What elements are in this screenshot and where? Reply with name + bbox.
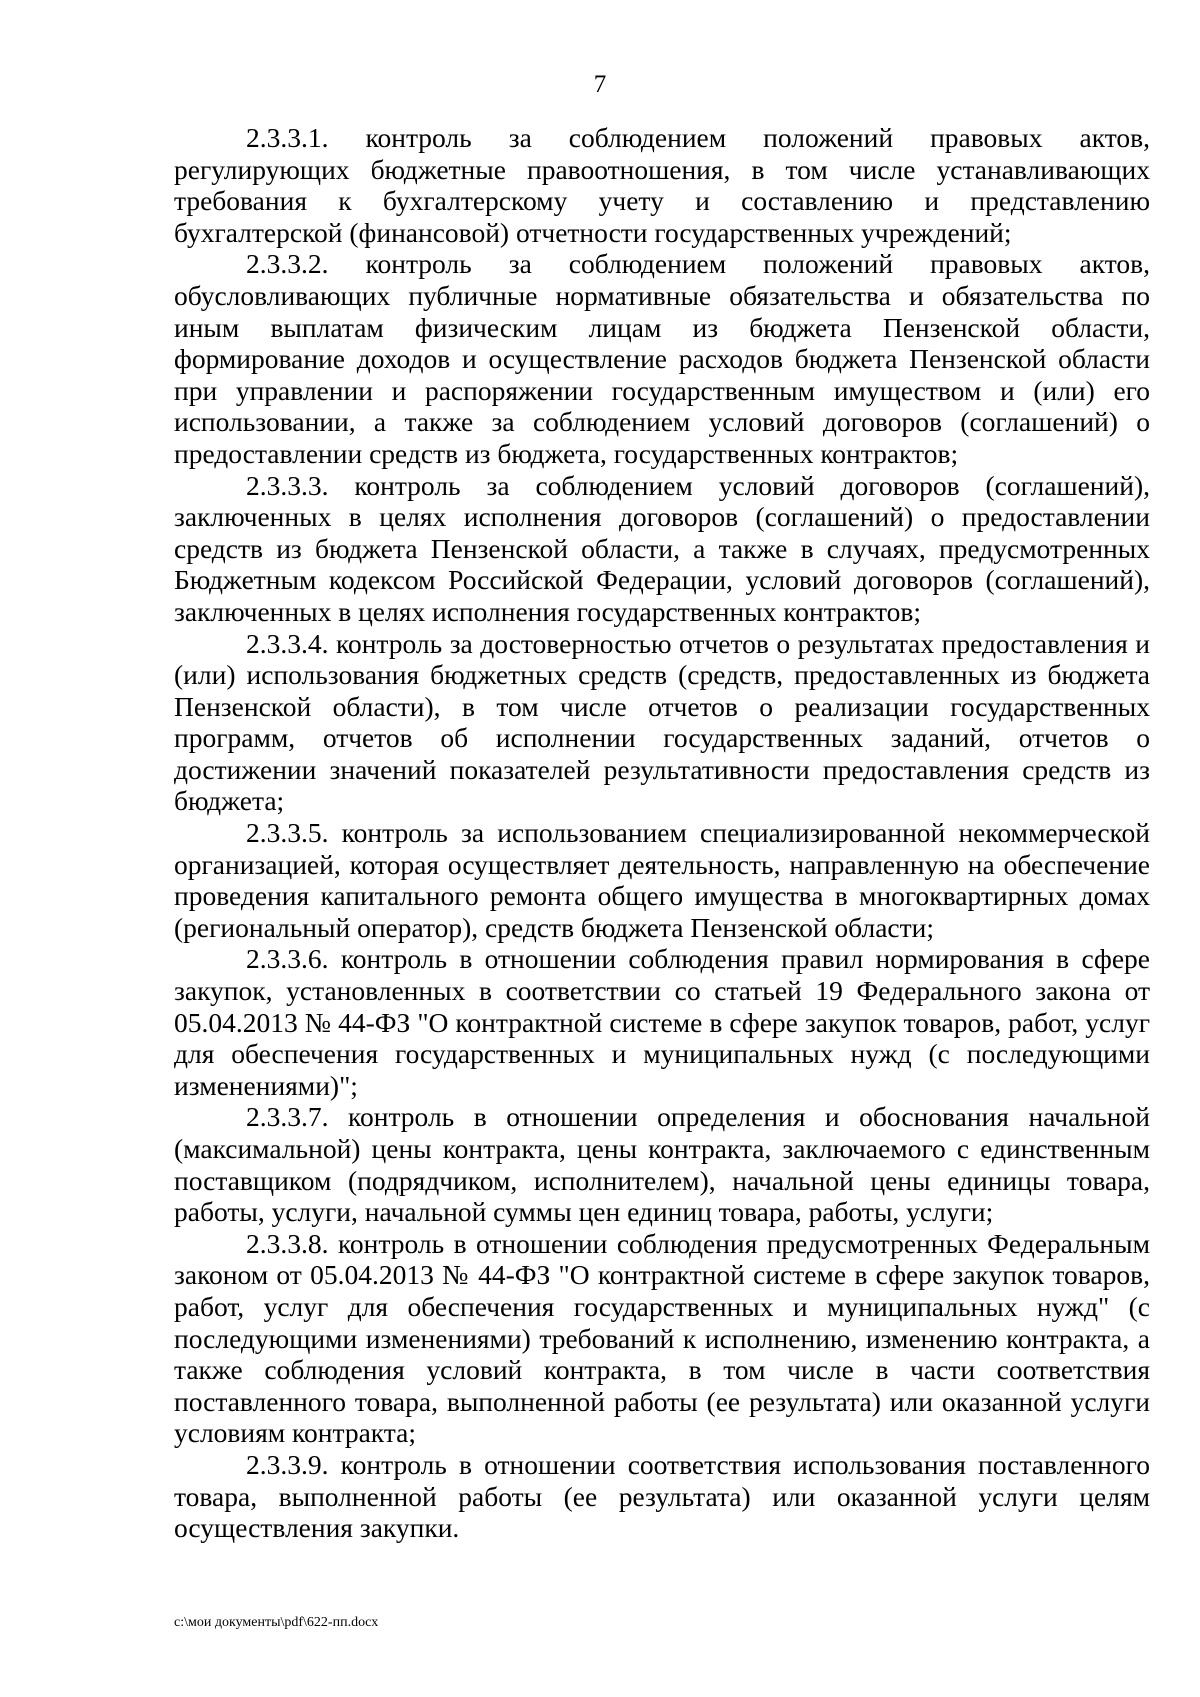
footer-file-path: c:\мои документы\pdf\622-пп.docx: [174, 1615, 379, 1630]
paragraph-2-3-3-6: 2.3.3.6. контроль в отношении соблюдения правил нормирования в сфере закупок, установленных в соответствии со статьей 19 Федерального закона от 05.04.2013 № 44-ФЗ "О контрактной системе в сфере закупок товаров, работ, услуг для обеспечения государственных и муниципальных нужд (с последующими изменениями)";: [174, 943, 1150, 1101]
paragraph-2-3-3-9: 2.3.3.9. контроль в отношении соответствия использования поставленного товара, выполненной работы (ее результата) или оказанной услуги целям осуществления закупки.: [174, 1448, 1150, 1544]
page-number: 7: [593, 71, 607, 98]
paragraph-2-3-3-5: 2.3.3.5. контроль за использованием специализированной некоммерческой организацией, которая осуществляет деятельность, направленную на обеспечение проведения капитального ремонта общего имущества в многоквартирных домах (региональный оператор), средств бюджета Пензенской области;: [174, 817, 1150, 943]
paragraph-2-3-3-4: 2.3.3.4. контроль за достоверностью отчетов о результатах предоставления и (или) использования бюджетных средств (средств, предоставленных из бюджета Пензенской области), в том числе отчетов о реализации государственных программ, отчетов об исполнении государственных заданий, отчетов о достижении значений показателей результативности предоставления средств из бюджета;: [174, 627, 1150, 817]
paragraph-2-3-3-8: 2.3.3.8. контроль в отношении соблюдения предусмотренных Федеральным законом от 05.04.2013 № 44-ФЗ "О контрактной системе в сфере закупок товаров, работ, услуг для обеспечения государственных и муниципальных нужд" (с последующими изменениями) требований к исполнению, изменению контракта, а также соблюдения условий контракта, в том числе в части соответствия поставленного товара, выполненной работы (ее результата) или оказанной услуги условиям контракта;: [174, 1227, 1150, 1449]
paragraph-2-3-3-7: 2.3.3.7. контроль в отношении определения и обоснования начальной (максимальной) цены контракта, цены контракта, заключаемого с единственным поставщиком (подрядчиком, исполнителем), начальной цены единицы товара, работы, услуги, начальной суммы цен единиц товара, работы, услуги;: [174, 1101, 1150, 1228]
paragraph-2-3-3-2: 2.3.3.2. контроль за соблюдением положений правовых актов, обусловливающих публичные нормативные обязательства и обязательства по иным выплатам физическим лицам из бюджета Пензенской области, формирование доходов и осуществление расходов бюджета Пензенской области при управлении и распоряжении государственным имуществом и (или) его использовании, а также за соблюдением условий договоров (соглашений) о предоставлении средств из бюджета, государственных контрактов;: [174, 248, 1150, 469]
paragraph-2-3-3-3: 2.3.3.3. контроль за соблюдением условий договоров (соглашений), заключенных в целях исполнения договоров (соглашений) о предоставлении средств из бюджета Пензенской области, а также в случаях, предусмотренных Бюджетным кодексом Российской Федерации, условий договоров (соглашений), заключенных в целях исполнения государственных контрактов;: [174, 469, 1150, 627]
document-body: [174, 122, 1150, 1544]
paragraph-2-3-3-1: 2.3.3.1. контроль за соблюдением положений правовых актов, регулирующих бюджетные правоотношения, в том числе устанавливающих требования к бухгалтерскому учету и составлению и представлению бухгалтерской (финансовой) отчетности государственных учреждений;: [174, 122, 1150, 248]
